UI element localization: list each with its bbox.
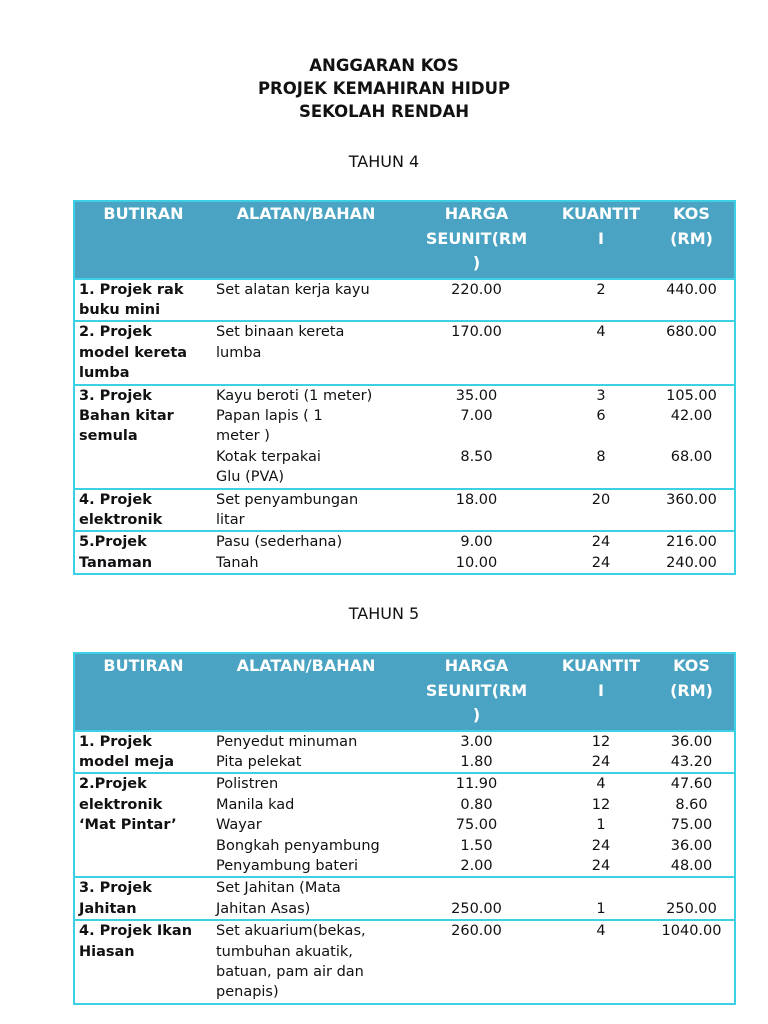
cell-harga-line: 7.00 bbox=[460, 407, 493, 424]
cell-harga-line bbox=[404, 878, 549, 898]
cell-alatan-line: Pasu (sederhana) bbox=[216, 534, 343, 551]
cell-harga bbox=[400, 385, 553, 489]
cell-kuantiti-line bbox=[557, 467, 645, 487]
tahun5-table bbox=[73, 652, 736, 1005]
cell-butiran-line: elektronik bbox=[79, 796, 163, 813]
cell-butiran-line: Bahan kitar bbox=[79, 407, 174, 424]
table-header-row bbox=[74, 653, 735, 731]
cell-harga bbox=[400, 489, 553, 532]
cell-alatan-line: Kayu beroti (1 meter) bbox=[216, 387, 373, 404]
cell-alatan-line: Glu (PVA) bbox=[216, 469, 285, 486]
cell-kuantiti-line bbox=[557, 426, 645, 446]
cell-kuantiti-line: 4 bbox=[596, 776, 606, 793]
cell-alatan-line: Set penyambungan bbox=[216, 491, 359, 508]
table-row bbox=[74, 773, 735, 877]
cell-alatan-line: Polistren bbox=[216, 776, 279, 793]
cell-harga-line: 0.80 bbox=[460, 796, 493, 813]
cell-kos-line: 1040.00 bbox=[661, 923, 722, 940]
cell-harga bbox=[400, 731, 553, 774]
cell-butiran-line: buku mini bbox=[79, 301, 161, 318]
cell-kos bbox=[649, 877, 735, 920]
table-row bbox=[74, 877, 735, 920]
cell-kos-line: 105.00 bbox=[666, 387, 717, 404]
table-row bbox=[74, 489, 735, 532]
cell-butiran-line: Hiasan bbox=[79, 943, 135, 960]
cell-butiran bbox=[74, 877, 212, 920]
cell-butiran-line: semula bbox=[79, 428, 138, 445]
cell-kos-line: 36.00 bbox=[670, 733, 713, 750]
cell-alatan-line: Set binaan kereta bbox=[216, 324, 345, 341]
cell-kuantiti-line: 1 bbox=[596, 817, 606, 834]
cell-butiran bbox=[74, 321, 212, 384]
cell-kuantiti-line: 4 bbox=[596, 324, 606, 341]
cell-kuantiti-line: 6 bbox=[596, 407, 606, 424]
cell-butiran bbox=[74, 731, 212, 774]
cell-kuantiti-line: 12 bbox=[591, 733, 611, 750]
cell-harga-line: 1.80 bbox=[460, 753, 493, 770]
cell-alatan bbox=[212, 531, 400, 574]
cell-kos bbox=[649, 773, 735, 877]
cell-harga-line: 260.00 bbox=[451, 923, 502, 940]
header-kos: KOS (RM) bbox=[649, 201, 735, 279]
cell-kos-line: 8.60 bbox=[675, 796, 708, 813]
cell-harga-line: 18.00 bbox=[455, 491, 498, 508]
cell-alatan-line: litar bbox=[216, 511, 245, 528]
cell-alatan-line: Pita pelekat bbox=[216, 753, 302, 770]
cell-butiran bbox=[74, 920, 212, 1004]
cell-butiran bbox=[74, 773, 212, 877]
cell-harga-line bbox=[404, 426, 549, 446]
header-kuantiti: KUANTIT I bbox=[553, 653, 649, 731]
cell-kos bbox=[649, 531, 735, 574]
cell-kuantiti bbox=[553, 773, 649, 877]
cell-harga-line: 10.00 bbox=[455, 554, 498, 571]
cell-kuantiti-line: 3 bbox=[596, 387, 606, 404]
title-line-1: ANGGARAN KOS bbox=[309, 56, 459, 75]
cell-alatan-line: Penyambung bateri bbox=[216, 857, 359, 874]
document-title bbox=[0, 54, 768, 123]
cell-alatan-line: Penyedut minuman bbox=[216, 733, 358, 750]
cell-harga bbox=[400, 279, 553, 322]
cell-harga-line: 2.00 bbox=[460, 857, 493, 874]
cell-harga-line bbox=[404, 467, 549, 487]
cell-kos-line: 68.00 bbox=[670, 448, 713, 465]
cell-harga bbox=[400, 531, 553, 574]
cell-alatan bbox=[212, 877, 400, 920]
cell-butiran-line: 5.Projek bbox=[79, 534, 147, 551]
cell-kos-line: 240.00 bbox=[666, 554, 717, 571]
cell-kuantiti bbox=[553, 321, 649, 384]
cell-butiran-line: model meja bbox=[79, 753, 175, 770]
cell-butiran-line: 2.Projek bbox=[79, 776, 147, 793]
cell-alatan-line: penapis) bbox=[216, 984, 279, 1001]
cell-kos bbox=[649, 731, 735, 774]
table-row bbox=[74, 279, 735, 322]
header-butiran: BUTIRAN bbox=[74, 201, 212, 279]
cell-butiran-line: 3. Projek bbox=[79, 387, 152, 404]
cell-butiran-line: Tanaman bbox=[79, 554, 153, 571]
cell-kuantiti-line bbox=[557, 878, 645, 898]
cell-butiran bbox=[74, 385, 212, 489]
cell-alatan-line: Tanah bbox=[216, 554, 259, 571]
cell-alatan-line: Wayar bbox=[216, 817, 262, 834]
cell-kos bbox=[649, 489, 735, 532]
cell-kuantiti bbox=[553, 279, 649, 322]
cell-butiran-line: Jahitan bbox=[79, 900, 137, 917]
cell-harga-line: 3.00 bbox=[460, 733, 493, 750]
cell-kuantiti-line: 4 bbox=[596, 923, 606, 940]
cell-harga bbox=[400, 877, 553, 920]
cell-kuantiti-line: 20 bbox=[591, 491, 611, 508]
cell-butiran bbox=[74, 279, 212, 322]
cell-harga-line: 75.00 bbox=[455, 817, 498, 834]
cell-alatan-line: meter ) bbox=[216, 428, 270, 445]
cell-kuantiti bbox=[553, 877, 649, 920]
cell-kos-line bbox=[653, 878, 730, 898]
cell-harga-line: 1.50 bbox=[460, 837, 493, 854]
cell-kos-line: 43.20 bbox=[670, 753, 713, 770]
cell-kuantiti bbox=[553, 385, 649, 489]
cell-butiran-line: 3. Projek bbox=[79, 880, 152, 897]
cell-kos-line: 360.00 bbox=[666, 491, 717, 508]
cell-butiran bbox=[74, 531, 212, 574]
cell-butiran-line: 1. Projek bbox=[79, 733, 152, 750]
cell-alatan-line: Jahitan Asas) bbox=[216, 900, 311, 917]
cell-kos-line: 47.60 bbox=[670, 776, 713, 793]
cell-butiran-line: 4. Projek Ikan bbox=[79, 923, 193, 940]
cell-kos-line: 75.00 bbox=[670, 817, 713, 834]
table-row bbox=[74, 321, 735, 384]
cell-harga-line: 250.00 bbox=[451, 900, 502, 917]
cell-kos bbox=[649, 920, 735, 1004]
cell-alatan bbox=[212, 385, 400, 489]
cell-harga-line: 35.00 bbox=[455, 387, 498, 404]
cell-alatan bbox=[212, 321, 400, 384]
cell-butiran bbox=[74, 489, 212, 532]
cell-harga-line: 11.90 bbox=[455, 776, 498, 793]
cell-alatan-line: lumba bbox=[216, 344, 262, 361]
tahun5-heading: TAHUN 5 bbox=[348, 604, 420, 623]
table-header-row bbox=[74, 201, 735, 279]
header-alatan: ALATAN/BAHAN bbox=[212, 201, 400, 279]
table-row bbox=[74, 531, 735, 574]
cell-kos bbox=[649, 279, 735, 322]
cell-alatan-line: Set Jahitan (Mata bbox=[216, 880, 341, 897]
cell-alatan-line: tumbuhan akuatik, bbox=[216, 943, 353, 960]
cell-alatan-line: batuan, pam air dan bbox=[216, 963, 364, 980]
cell-kuantiti-line: 24 bbox=[591, 837, 611, 854]
cell-kuantiti-line: 8 bbox=[596, 448, 606, 465]
cell-kuantiti bbox=[553, 731, 649, 774]
header-alatan: ALATAN/BAHAN bbox=[212, 653, 400, 731]
cell-alatan-line: Papan lapis ( 1 bbox=[216, 407, 323, 424]
cell-alatan-line: Bongkah penyambung bbox=[216, 837, 380, 854]
cell-alatan bbox=[212, 773, 400, 877]
cell-butiran-line: ‘Mat Pintar’ bbox=[79, 817, 177, 834]
cell-kuantiti bbox=[553, 531, 649, 574]
cell-alatan bbox=[212, 920, 400, 1004]
cell-harga-line: 8.50 bbox=[460, 448, 493, 465]
cell-harga-line: 170.00 bbox=[451, 324, 502, 341]
cell-harga-line: 9.00 bbox=[460, 534, 493, 551]
tahun4-heading: TAHUN 4 bbox=[348, 152, 420, 171]
cell-kos-line: 42.00 bbox=[670, 407, 713, 424]
cell-kuantiti-line: 24 bbox=[591, 857, 611, 874]
cell-kuantiti-line: 24 bbox=[591, 753, 611, 770]
cell-kos bbox=[649, 385, 735, 489]
cell-kos-line: 440.00 bbox=[666, 281, 717, 298]
cell-alatan-line: Kotak terpakai bbox=[216, 448, 321, 465]
cell-kuantiti bbox=[553, 489, 649, 532]
cell-butiran-line: 4. Projek bbox=[79, 491, 152, 508]
cell-butiran-line: lumba bbox=[79, 365, 130, 382]
cell-kuantiti-line: 24 bbox=[591, 534, 611, 551]
header-kuantiti: KUANTIT I bbox=[553, 201, 649, 279]
cell-alatan-line: Set akuarium(bekas, bbox=[216, 923, 366, 940]
cell-kos bbox=[649, 321, 735, 384]
cell-butiran-line: 1. Projek rak bbox=[79, 281, 184, 298]
cell-kuantiti-line: 12 bbox=[591, 796, 611, 813]
tahun4-table bbox=[73, 200, 736, 575]
cell-kuantiti-line: 1 bbox=[596, 900, 606, 917]
header-butiran: BUTIRAN bbox=[74, 653, 212, 731]
cell-alatan bbox=[212, 731, 400, 774]
title-line-3: SEKOLAH RENDAH bbox=[298, 102, 470, 121]
cell-harga bbox=[400, 321, 553, 384]
cell-alatan-line: Manila kad bbox=[216, 796, 295, 813]
cell-alatan bbox=[212, 489, 400, 532]
header-kos: KOS (RM) bbox=[649, 653, 735, 731]
cell-kos-line: 216.00 bbox=[666, 534, 717, 551]
header-harga: HARGA SEUNIT(RM ) bbox=[400, 653, 553, 731]
table-row bbox=[74, 385, 735, 489]
cell-kuantiti-line: 24 bbox=[591, 554, 611, 571]
cell-kos-line bbox=[653, 467, 730, 487]
header-harga: HARGA SEUNIT(RM ) bbox=[400, 201, 553, 279]
table-row bbox=[74, 731, 735, 774]
table-row bbox=[74, 920, 735, 1004]
cell-alatan-line: Set alatan kerja kayu bbox=[216, 281, 370, 298]
cell-butiran-line: 2. Projek bbox=[79, 324, 152, 341]
cell-butiran-line: elektronik bbox=[79, 511, 163, 528]
cell-harga bbox=[400, 773, 553, 877]
cell-kos-line: 36.00 bbox=[670, 837, 713, 854]
cell-kos-line: 680.00 bbox=[666, 324, 717, 341]
cell-kos-line: 250.00 bbox=[666, 900, 717, 917]
title-line-2: PROJEK KEMAHIRAN HIDUP bbox=[257, 79, 511, 98]
cell-harga bbox=[400, 920, 553, 1004]
cell-butiran-line: model kereta bbox=[79, 344, 188, 361]
cell-kos-line bbox=[653, 426, 730, 446]
cell-harga-line: 220.00 bbox=[451, 281, 502, 298]
cell-kuantiti-line: 2 bbox=[596, 281, 606, 298]
cell-kuantiti bbox=[553, 920, 649, 1004]
cell-alatan bbox=[212, 279, 400, 322]
cell-kos-line: 48.00 bbox=[670, 857, 713, 874]
